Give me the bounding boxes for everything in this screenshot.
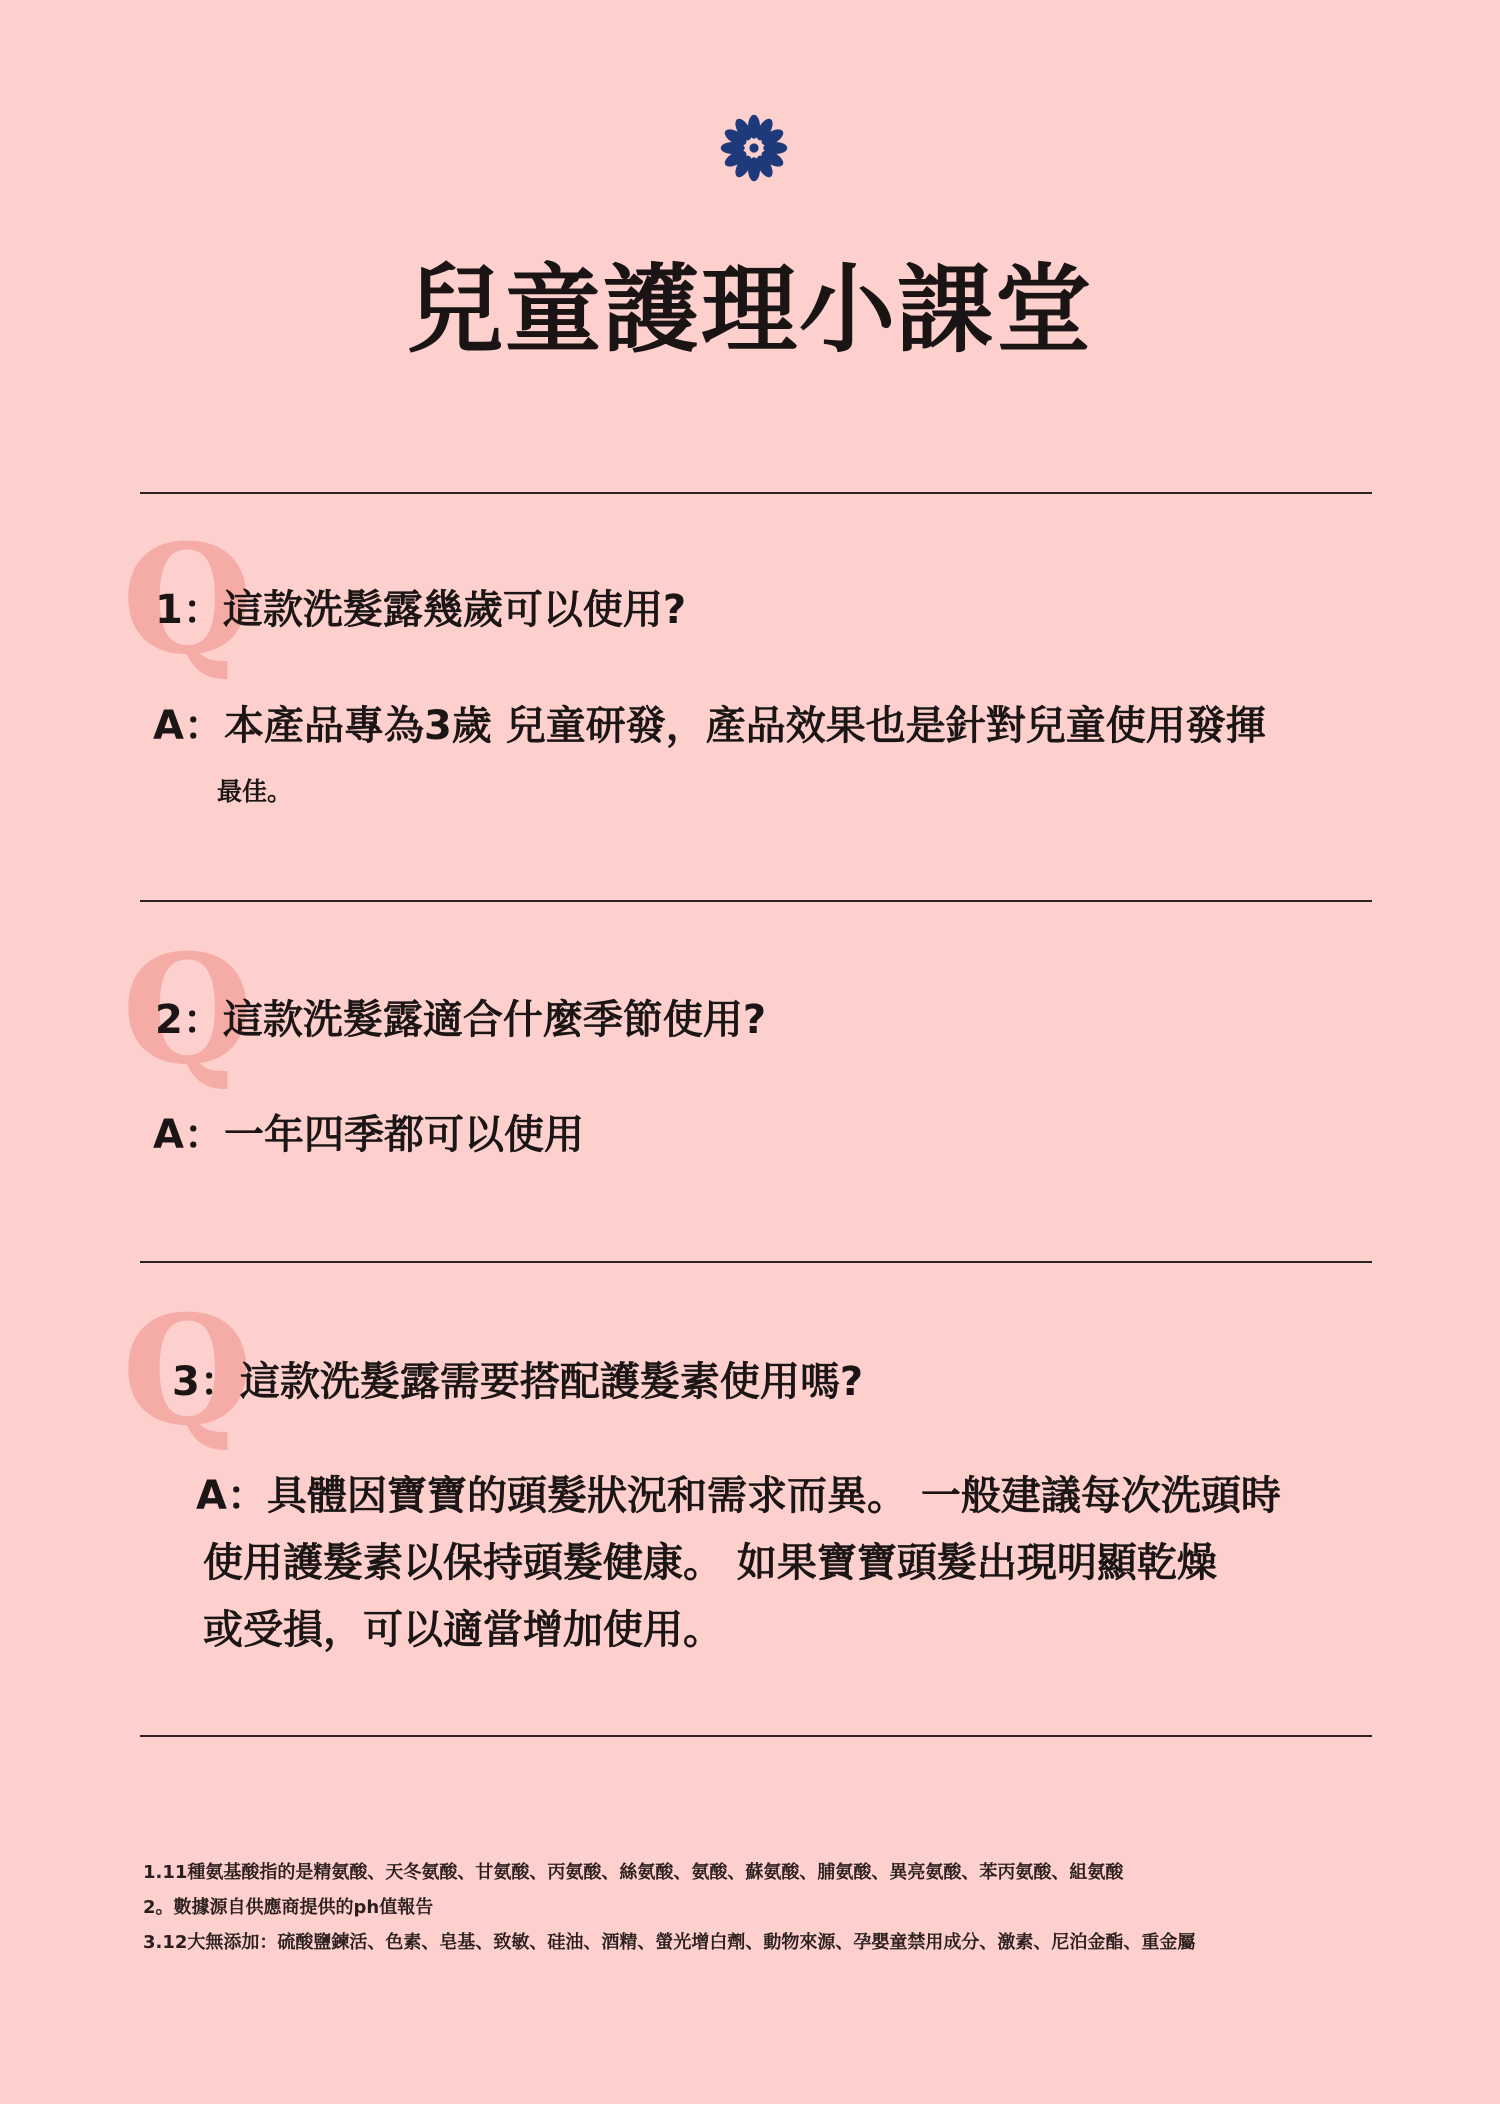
blue-flower-icon <box>717 111 791 185</box>
footnotes <box>143 1855 1195 1960</box>
page-title: 兒童護理小課堂 <box>407 254 1093 366</box>
footnote-1: 1.11種氨基酸指的是精氨酸、天冬氨酸、甘氨酸、丙氨酸、絲氨酸、氨酸、蘇氨酸、脯氨酸、異亮氨酸、苯丙氨酸、組氨酸 <box>143 1862 1124 1883</box>
answer-3-line-3: 或受損，可以適當增加使用。 <box>203 1607 723 1653</box>
answer-2-line-1: A：一年四季都可以使用 <box>153 1112 584 1158</box>
q-watermark: Q <box>122 922 253 1098</box>
q-watermark: Q <box>122 512 253 688</box>
question-2: 2：這款洗髮露適合什麼季節使用? <box>155 997 767 1043</box>
question-1: 1：這款洗髮露幾歲可以使用? <box>155 587 687 633</box>
footnote-3: 3.12大無添加：硫酸鹽鍊活、色素、皂基、致敏、硅油、酒精、螢光增白劑、動物來源、孕嬰童禁用成分、激素、尼泊金酯、重金屬 <box>143 1932 1196 1953</box>
question-3: 3：這款洗髮露需要搭配護髮素使用嗎? <box>172 1359 864 1405</box>
divider <box>140 1735 1372 1737</box>
answer-1-line-2: 最佳。 <box>217 777 293 806</box>
answer-3-line-1: A：具體因寶寶的頭髮狀況和需求而異。 一般建議每次洗頭時 <box>196 1473 1281 1519</box>
divider <box>140 900 1372 902</box>
answer-1-line-1: A：本產品專為3歲 兒童研發，產品效果也是針對兒童使用發揮 <box>153 703 1266 749</box>
q-watermark: Q <box>122 1283 253 1459</box>
footnote-2: 2。數據源自供應商提供的ph值報告 <box>143 1897 434 1918</box>
divider <box>140 1261 1372 1263</box>
divider <box>140 492 1372 494</box>
answer-3-line-2: 使用護髮素以保持頭髮健康。 如果寶寶頭髮出現明顯乾燥 <box>203 1540 1217 1586</box>
